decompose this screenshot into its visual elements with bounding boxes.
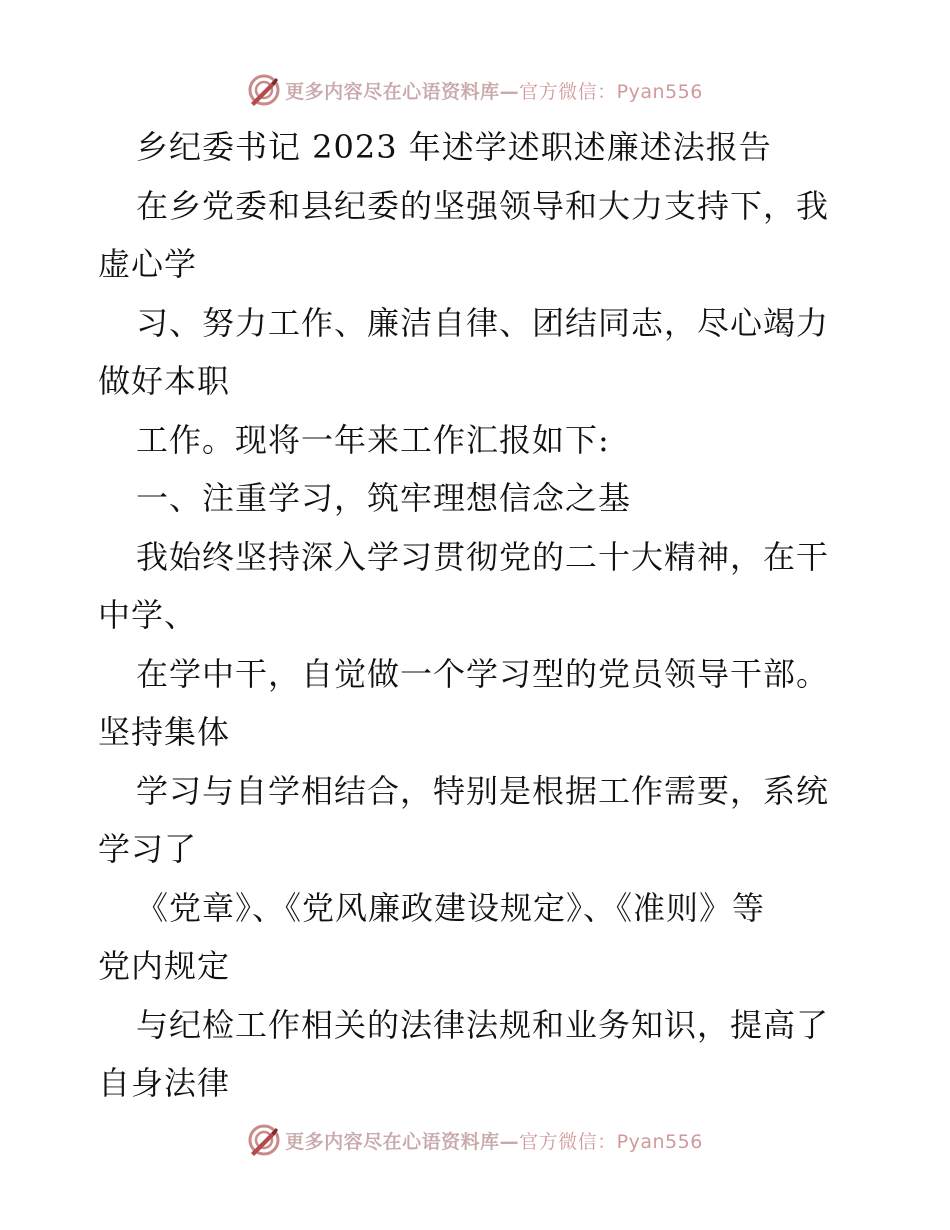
- header-watermark: [0, 70, 950, 110]
- watermark-text: 更多内容尽在心语资料库—: [285, 1130, 520, 1153]
- text-line: 坚持集体: [98, 713, 231, 751]
- text-line: 做好本职: [98, 362, 231, 400]
- text-line: 工作。现将一年来工作汇报如下:: [136, 420, 610, 459]
- text-line: 与纪检工作相关的法律法规和业务知识，提高了: [136, 1005, 830, 1044]
- text-line: 中学、: [98, 596, 198, 634]
- text-line: 自身法律: [98, 1064, 231, 1102]
- document-body: [98, 118, 858, 1113]
- text-line: 习、努力工作、廉洁自律、团结同志，尽心竭力: [136, 303, 830, 342]
- pen-logo-icon: [247, 1123, 281, 1157]
- footer-watermark: [0, 1120, 950, 1160]
- text-line: 一、注重学习，筑牢理想信念之基: [136, 479, 632, 517]
- text-line: 学习了: [98, 830, 198, 868]
- watermark-wechat: 官方微信：Pyan556: [519, 80, 703, 103]
- document-title: 乡纪委书记 2023 年述学述职述廉述法报告: [136, 128, 772, 166]
- text-line: 党内规定: [98, 947, 231, 985]
- text-line: 在乡党委和县纪委的坚强领导和大力支持下，我: [136, 186, 830, 225]
- text-line: 《党章》、《党风廉政建设规定》、《准则》等: [136, 888, 766, 927]
- text-line: 在学中干，自觉做一个学习型的党员领导干部。: [136, 654, 830, 693]
- pen-logo-icon: [247, 73, 281, 107]
- watermark-text: 更多内容尽在心语资料库—: [285, 80, 520, 103]
- text-line: 我始终坚持深入学习贯彻党的二十大精神，在干: [136, 537, 830, 576]
- text-line: 虚心学: [98, 245, 198, 283]
- text-line: 学习与自学相结合，特别是根据工作需要，系统: [136, 771, 830, 810]
- watermark-wechat: 官方微信：Pyan556: [519, 1130, 703, 1153]
